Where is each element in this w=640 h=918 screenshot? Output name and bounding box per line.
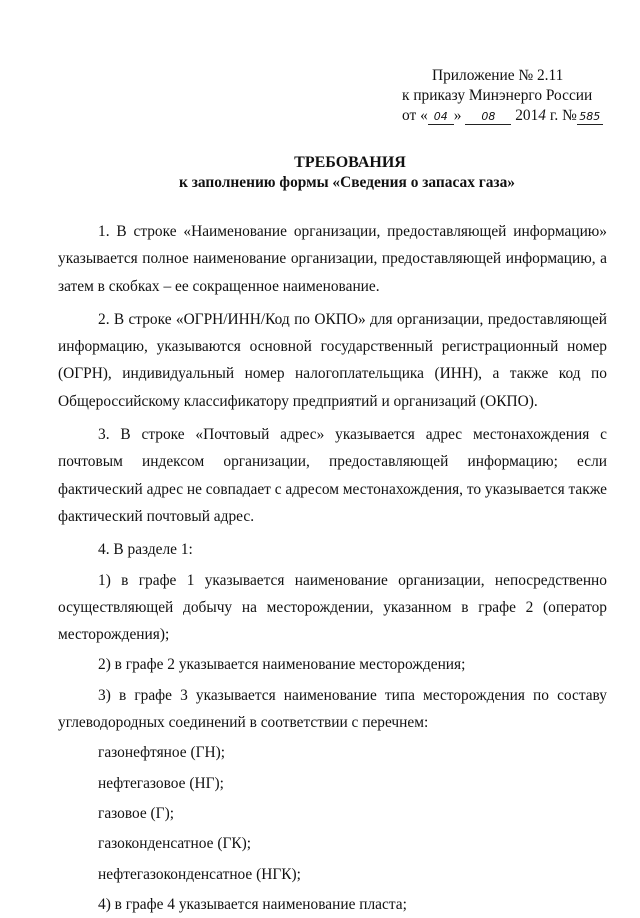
document-body (58, 218, 607, 918)
paragraph-4-3: 3) в графе 3 указывается наименование типа месторождения по составу углеводородных соединений в соответствии с перечнем: (58, 686, 607, 732)
paragraph-2: 2. В строке «ОГРН/ИНН/Код по ОКПО» для организации, предоставляющей информацию, указываются основной государственный регистрационный номер (ОГРН), индивидуальный номер налогоплательщика (ИНН), а также код по Общероссийскому классификатору предприятий и организаций (ОКПО). (58, 310, 607, 410)
paragraph-4-2: 2) в графе 2 указывается наименование месторождения; (98, 656, 466, 674)
list-item-type: нефтегазоконденсатное (НГК); (98, 865, 301, 883)
paragraph-4-4: 4) в графе 4 указывается наименование пласта; (98, 895, 407, 913)
handwritten-day: 04 (428, 110, 454, 125)
paragraph-1: 1. В строке «Наименование организации, предоставляющей информацию» указывается полное наименование организации, предоставляющей информацию, а затем в скобках – ее сокращенное наименование. (58, 223, 607, 295)
handwritten-year-digit: 4 (538, 107, 546, 124)
handwritten-order-number: 585 (577, 110, 603, 125)
paragraph-3: 3. В строке «Почтовый адрес» указывается адрес местонахождения с почтовым индексом организации, предоставляющей информацию; если фактический адрес не совпадает с адресом местонахождения, то указывается также фактический почтовый адрес. (58, 426, 607, 525)
appendix-order-ref: к приказу Минэнерго России (402, 87, 593, 104)
handwritten-month: 08 (465, 110, 511, 125)
list-item-type: газонефтяное (ГН); (98, 744, 225, 762)
title-subheading: к заполнению формы «Сведения о запасах газа» (178, 174, 516, 191)
paragraph-4-1: 1) в графе 1 указывается наименование организации, непосредственно осуществляющей добычу на месторождении, указанном в графе 2 (оператор месторождения); (58, 571, 607, 644)
list-item-type: газоконденсатное (ГК); (98, 835, 252, 853)
document-title (60, 153, 620, 193)
paragraph-4: 4. В разделе 1: (98, 541, 193, 559)
list-item-type: нефтегазовое (НГ); (98, 774, 224, 792)
appendix-number: Приложение № 2.11 (432, 67, 564, 84)
appendix-date-line: от « 04 » 08 2014 г. № 585 (402, 106, 602, 126)
appendix-header (402, 66, 602, 126)
list-item-type: газовое (Г); (98, 804, 174, 822)
title-heading: ТРЕБОВАНИЯ (294, 154, 406, 171)
